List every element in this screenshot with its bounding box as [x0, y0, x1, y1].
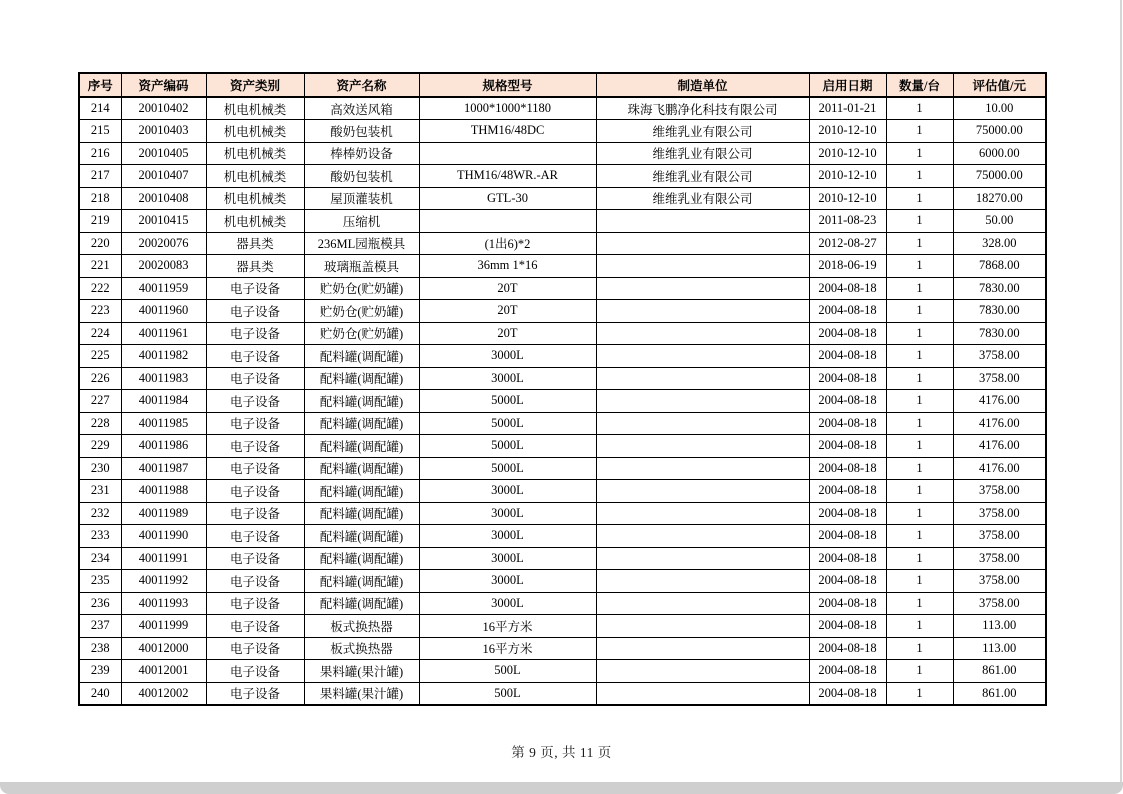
cell-manufacturer	[596, 412, 809, 435]
cell-quantity: 1	[886, 120, 953, 143]
cell-asset-code: 40011987	[121, 457, 206, 480]
cell-asset-name: 贮奶仓(贮奶罐)	[304, 300, 419, 323]
cell-manufacturer	[596, 345, 809, 368]
cell-start-date: 2011-08-23	[809, 210, 886, 233]
cell-asset-code: 40011959	[121, 277, 206, 300]
cell-asset-category: 机电机械类	[206, 120, 304, 143]
cell-quantity: 1	[886, 97, 953, 120]
cell-spec-model: 500L	[419, 682, 596, 705]
table-row	[79, 367, 1046, 390]
cell-assessed-value: 7830.00	[953, 277, 1046, 300]
cell-index: 223	[79, 300, 121, 323]
table-row	[79, 187, 1046, 210]
cell-asset-category: 电子设备	[206, 637, 304, 660]
cell-index: 221	[79, 255, 121, 278]
table-row	[79, 570, 1046, 593]
cell-manufacturer	[596, 637, 809, 660]
cell-assessed-value: 861.00	[953, 660, 1046, 683]
cell-assessed-value: 328.00	[953, 232, 1046, 255]
cell-asset-code: 40011999	[121, 615, 206, 638]
cell-manufacturer	[596, 390, 809, 413]
table-row	[79, 682, 1046, 705]
cell-spec-model: 20T	[419, 277, 596, 300]
cell-asset-code: 20010405	[121, 142, 206, 165]
cell-manufacturer	[596, 435, 809, 458]
cell-start-date: 2004-08-18	[809, 682, 886, 705]
table-row	[79, 525, 1046, 548]
cell-asset-category: 电子设备	[206, 300, 304, 323]
cell-index: 235	[79, 570, 121, 593]
table-header-row	[79, 73, 1046, 97]
cell-asset-code: 40011988	[121, 480, 206, 503]
cell-asset-name: 配料罐(调配罐)	[304, 480, 419, 503]
table-row	[79, 637, 1046, 660]
cell-quantity: 1	[886, 570, 953, 593]
col-header-spec-model: 规格型号	[419, 73, 596, 97]
cell-assessed-value: 3758.00	[953, 345, 1046, 368]
cell-index: 215	[79, 120, 121, 143]
table-row	[79, 165, 1046, 188]
cell-assessed-value: 18270.00	[953, 187, 1046, 210]
cell-asset-code: 40011960	[121, 300, 206, 323]
cell-index: 232	[79, 502, 121, 525]
cell-quantity: 1	[886, 367, 953, 390]
cell-asset-name: 配料罐(调配罐)	[304, 412, 419, 435]
cell-spec-model: 3000L	[419, 570, 596, 593]
cell-manufacturer	[596, 277, 809, 300]
cell-index: 225	[79, 345, 121, 368]
cell-asset-name: 酸奶包装机	[304, 120, 419, 143]
cell-asset-category: 机电机械类	[206, 142, 304, 165]
cell-manufacturer	[596, 255, 809, 278]
cell-manufacturer	[596, 547, 809, 570]
col-header-assessed-value: 评估值/元	[953, 73, 1046, 97]
cell-quantity: 1	[886, 345, 953, 368]
cell-asset-code: 40011990	[121, 525, 206, 548]
cell-quantity: 1	[886, 210, 953, 233]
cell-manufacturer	[596, 615, 809, 638]
table-header	[79, 73, 1046, 97]
cell-quantity: 1	[886, 390, 953, 413]
cell-assessed-value: 4176.00	[953, 457, 1046, 480]
cell-asset-category: 电子设备	[206, 615, 304, 638]
cell-assessed-value: 3758.00	[953, 592, 1046, 615]
cell-asset-code: 20010408	[121, 187, 206, 210]
cell-asset-category: 电子设备	[206, 502, 304, 525]
cell-spec-model: 3000L	[419, 367, 596, 390]
cell-spec-model: 20T	[419, 300, 596, 323]
cell-asset-category: 电子设备	[206, 480, 304, 503]
cell-start-date: 2018-06-19	[809, 255, 886, 278]
cell-assessed-value: 75000.00	[953, 165, 1046, 188]
cell-start-date: 2004-08-18	[809, 525, 886, 548]
cell-quantity: 1	[886, 592, 953, 615]
cell-quantity: 1	[886, 615, 953, 638]
cell-manufacturer	[596, 232, 809, 255]
table-row	[79, 255, 1046, 278]
cell-index: 222	[79, 277, 121, 300]
cell-spec-model: 3000L	[419, 592, 596, 615]
cell-asset-category: 电子设备	[206, 660, 304, 683]
cell-asset-code: 40011986	[121, 435, 206, 458]
cell-quantity: 1	[886, 165, 953, 188]
cell-index: 220	[79, 232, 121, 255]
cell-quantity: 1	[886, 187, 953, 210]
cell-quantity: 1	[886, 322, 953, 345]
cell-asset-name: 配料罐(调配罐)	[304, 525, 419, 548]
cell-quantity: 1	[886, 660, 953, 683]
cell-spec-model: 3000L	[419, 502, 596, 525]
cell-start-date: 2010-12-10	[809, 142, 886, 165]
table-row	[79, 480, 1046, 503]
cell-start-date: 2004-08-18	[809, 660, 886, 683]
cell-asset-name: 贮奶仓(贮奶罐)	[304, 277, 419, 300]
cell-index: 228	[79, 412, 121, 435]
cell-manufacturer	[596, 300, 809, 323]
cell-assessed-value: 7868.00	[953, 255, 1046, 278]
cell-asset-category: 电子设备	[206, 570, 304, 593]
cell-asset-name: 棒棒奶设备	[304, 142, 419, 165]
cell-quantity: 1	[886, 547, 953, 570]
cell-spec-model: 3000L	[419, 525, 596, 548]
table-body	[79, 97, 1046, 705]
cell-asset-name: 压缩机	[304, 210, 419, 233]
cell-assessed-value: 3758.00	[953, 547, 1046, 570]
cell-index: 238	[79, 637, 121, 660]
cell-manufacturer	[596, 502, 809, 525]
cell-index: 239	[79, 660, 121, 683]
cell-start-date: 2012-08-27	[809, 232, 886, 255]
cell-spec-model: 5000L	[419, 435, 596, 458]
cell-asset-code: 40011961	[121, 322, 206, 345]
table-row	[79, 412, 1046, 435]
cell-quantity: 1	[886, 232, 953, 255]
table-row	[79, 547, 1046, 570]
cell-index: 236	[79, 592, 121, 615]
cell-asset-name: 配料罐(调配罐)	[304, 592, 419, 615]
cell-start-date: 2004-08-18	[809, 412, 886, 435]
cell-spec-model: 500L	[419, 660, 596, 683]
cell-index: 229	[79, 435, 121, 458]
cell-asset-category: 机电机械类	[206, 187, 304, 210]
cell-asset-name: 贮奶仓(贮奶罐)	[304, 322, 419, 345]
cell-asset-name: 配料罐(调配罐)	[304, 367, 419, 390]
cell-start-date: 2004-08-18	[809, 367, 886, 390]
cell-asset-name: 玻璃瓶盖模具	[304, 255, 419, 278]
cell-manufacturer	[596, 592, 809, 615]
cell-index: 240	[79, 682, 121, 705]
cell-asset-code: 40011992	[121, 570, 206, 593]
cell-asset-category: 电子设备	[206, 547, 304, 570]
cell-quantity: 1	[886, 682, 953, 705]
cell-start-date: 2011-01-21	[809, 97, 886, 120]
cell-quantity: 1	[886, 255, 953, 278]
cell-asset-name: 配料罐(调配罐)	[304, 435, 419, 458]
cell-manufacturer	[596, 480, 809, 503]
cell-quantity: 1	[886, 637, 953, 660]
cell-asset-name: 果料罐(果汁罐)	[304, 660, 419, 683]
table-row	[79, 615, 1046, 638]
cell-assessed-value: 75000.00	[953, 120, 1046, 143]
cell-manufacturer: 珠海飞鹏净化科技有限公司	[596, 97, 809, 120]
cell-manufacturer: 维维乳业有限公司	[596, 120, 809, 143]
cell-assessed-value: 861.00	[953, 682, 1046, 705]
cell-start-date: 2004-08-18	[809, 277, 886, 300]
cell-manufacturer	[596, 682, 809, 705]
cell-assessed-value: 4176.00	[953, 390, 1046, 413]
cell-asset-category: 器具类	[206, 232, 304, 255]
cell-asset-category: 机电机械类	[206, 210, 304, 233]
cell-asset-code: 40011985	[121, 412, 206, 435]
cell-asset-code: 40011982	[121, 345, 206, 368]
cell-spec-model: 3000L	[419, 345, 596, 368]
cell-manufacturer	[596, 210, 809, 233]
page-bottom-edge-shadow	[0, 782, 1123, 794]
cell-index: 227	[79, 390, 121, 413]
cell-index: 219	[79, 210, 121, 233]
cell-index: 217	[79, 165, 121, 188]
cell-asset-name: 果料罐(果汁罐)	[304, 682, 419, 705]
cell-assessed-value: 7830.00	[953, 322, 1046, 345]
cell-asset-code: 40011991	[121, 547, 206, 570]
cell-spec-model: 3000L	[419, 480, 596, 503]
cell-spec-model: GTL-30	[419, 187, 596, 210]
cell-start-date: 2004-08-18	[809, 435, 886, 458]
cell-asset-category: 电子设备	[206, 457, 304, 480]
cell-spec-model: THM16/48WR.-AR	[419, 165, 596, 188]
cell-assessed-value: 3758.00	[953, 367, 1046, 390]
cell-assessed-value: 10.00	[953, 97, 1046, 120]
cell-asset-category: 电子设备	[206, 592, 304, 615]
cell-assessed-value: 6000.00	[953, 142, 1046, 165]
cell-asset-category: 电子设备	[206, 322, 304, 345]
cell-asset-name: 配料罐(调配罐)	[304, 457, 419, 480]
col-header-index: 序号	[79, 73, 121, 97]
cell-manufacturer	[596, 660, 809, 683]
table-row	[79, 390, 1046, 413]
cell-quantity: 1	[886, 525, 953, 548]
cell-quantity: 1	[886, 502, 953, 525]
cell-asset-category: 电子设备	[206, 682, 304, 705]
cell-manufacturer	[596, 367, 809, 390]
cell-quantity: 1	[886, 412, 953, 435]
cell-spec-model: 1000*1000*1180	[419, 97, 596, 120]
cell-assessed-value: 50.00	[953, 210, 1046, 233]
cell-asset-code: 40011993	[121, 592, 206, 615]
cell-assessed-value: 3758.00	[953, 480, 1046, 503]
cell-start-date: 2004-08-18	[809, 547, 886, 570]
asset-table	[78, 72, 1047, 706]
table-row	[79, 120, 1046, 143]
cell-asset-code: 20010402	[121, 97, 206, 120]
cell-asset-category: 电子设备	[206, 277, 304, 300]
table-row	[79, 322, 1046, 345]
col-header-asset-category: 资产类别	[206, 73, 304, 97]
cell-spec-model	[419, 142, 596, 165]
col-header-start-date: 启用日期	[809, 73, 886, 97]
cell-asset-name: 配料罐(调配罐)	[304, 345, 419, 368]
cell-asset-code: 20020076	[121, 232, 206, 255]
cell-assessed-value: 3758.00	[953, 502, 1046, 525]
cell-quantity: 1	[886, 457, 953, 480]
cell-asset-name: 配料罐(调配罐)	[304, 570, 419, 593]
cell-start-date: 2004-08-18	[809, 502, 886, 525]
cell-asset-category: 机电机械类	[206, 165, 304, 188]
cell-start-date: 2004-08-18	[809, 615, 886, 638]
cell-spec-model: 5000L	[419, 457, 596, 480]
cell-asset-name: 配料罐(调配罐)	[304, 547, 419, 570]
cell-start-date: 2010-12-10	[809, 120, 886, 143]
cell-start-date: 2004-08-18	[809, 480, 886, 503]
table-row	[79, 502, 1046, 525]
cell-index: 233	[79, 525, 121, 548]
table-row	[79, 142, 1046, 165]
cell-index: 234	[79, 547, 121, 570]
cell-manufacturer	[596, 525, 809, 548]
page-number: 第 9 页, 共 11 页	[511, 745, 612, 760]
table-row	[79, 457, 1046, 480]
table-row	[79, 300, 1046, 323]
cell-asset-name: 配料罐(调配罐)	[304, 502, 419, 525]
cell-quantity: 1	[886, 142, 953, 165]
cell-asset-code: 40011989	[121, 502, 206, 525]
table-row	[79, 210, 1046, 233]
cell-spec-model: 20T	[419, 322, 596, 345]
cell-spec-model: 5000L	[419, 412, 596, 435]
cell-asset-code: 40012000	[121, 637, 206, 660]
cell-start-date: 2010-12-10	[809, 165, 886, 188]
table-row	[79, 345, 1046, 368]
cell-assessed-value: 7830.00	[953, 300, 1046, 323]
cell-index: 216	[79, 142, 121, 165]
cell-asset-category: 电子设备	[206, 367, 304, 390]
cell-start-date: 2004-08-18	[809, 390, 886, 413]
cell-index: 226	[79, 367, 121, 390]
cell-start-date: 2004-08-18	[809, 322, 886, 345]
cell-assessed-value: 113.00	[953, 637, 1046, 660]
cell-spec-model: (1出6)*2	[419, 232, 596, 255]
cell-manufacturer	[596, 570, 809, 593]
table-row	[79, 277, 1046, 300]
cell-asset-name: 板式换热器	[304, 615, 419, 638]
cell-manufacturer: 维维乳业有限公司	[596, 187, 809, 210]
col-header-manufacturer: 制造单位	[596, 73, 809, 97]
cell-index: 230	[79, 457, 121, 480]
cell-spec-model: 36mm 1*16	[419, 255, 596, 278]
cell-asset-category: 电子设备	[206, 435, 304, 458]
cell-start-date: 2004-08-18	[809, 300, 886, 323]
cell-index: 218	[79, 187, 121, 210]
cell-asset-code: 20010403	[121, 120, 206, 143]
cell-asset-category: 电子设备	[206, 390, 304, 413]
cell-spec-model: 5000L	[419, 390, 596, 413]
col-header-asset-name: 资产名称	[304, 73, 419, 97]
cell-start-date: 2004-08-18	[809, 637, 886, 660]
cell-index: 231	[79, 480, 121, 503]
cell-spec-model: 16平方米	[419, 615, 596, 638]
cell-asset-category: 机电机械类	[206, 97, 304, 120]
cell-asset-code: 40012001	[121, 660, 206, 683]
cell-asset-category: 器具类	[206, 255, 304, 278]
cell-asset-code: 40012002	[121, 682, 206, 705]
cell-start-date: 2004-08-18	[809, 592, 886, 615]
cell-quantity: 1	[886, 435, 953, 458]
cell-asset-code: 20010407	[121, 165, 206, 188]
cell-assessed-value: 3758.00	[953, 570, 1046, 593]
cell-assessed-value: 113.00	[953, 615, 1046, 638]
cell-start-date: 2004-08-18	[809, 457, 886, 480]
cell-asset-name: 高效送风箱	[304, 97, 419, 120]
cell-asset-category: 电子设备	[206, 345, 304, 368]
cell-asset-name: 酸奶包装机	[304, 165, 419, 188]
cell-manufacturer: 维维乳业有限公司	[596, 165, 809, 188]
cell-quantity: 1	[886, 480, 953, 503]
cell-manufacturer	[596, 457, 809, 480]
cell-manufacturer	[596, 322, 809, 345]
table-row	[79, 592, 1046, 615]
cell-start-date: 2004-08-18	[809, 570, 886, 593]
cell-start-date: 2004-08-18	[809, 345, 886, 368]
cell-assessed-value: 4176.00	[953, 435, 1046, 458]
cell-manufacturer: 维维乳业有限公司	[596, 142, 809, 165]
table-row	[79, 232, 1046, 255]
cell-index: 224	[79, 322, 121, 345]
cell-spec-model: THM16/48DC	[419, 120, 596, 143]
cell-assessed-value: 3758.00	[953, 525, 1046, 548]
cell-asset-name: 屋顶灌装机	[304, 187, 419, 210]
cell-index: 214	[79, 97, 121, 120]
table-row	[79, 435, 1046, 458]
cell-asset-category: 电子设备	[206, 412, 304, 435]
table-row	[79, 97, 1046, 120]
cell-asset-code: 40011983	[121, 367, 206, 390]
cell-asset-code: 40011984	[121, 390, 206, 413]
cell-asset-category: 电子设备	[206, 525, 304, 548]
cell-asset-code: 20010415	[121, 210, 206, 233]
cell-spec-model	[419, 210, 596, 233]
cell-asset-name: 板式换热器	[304, 637, 419, 660]
cell-index: 237	[79, 615, 121, 638]
cell-start-date: 2010-12-10	[809, 187, 886, 210]
table-row	[79, 660, 1046, 683]
col-header-quantity: 数量/台	[886, 73, 953, 97]
cell-spec-model: 16平方米	[419, 637, 596, 660]
cell-assessed-value: 4176.00	[953, 412, 1046, 435]
cell-quantity: 1	[886, 277, 953, 300]
cell-asset-code: 20020083	[121, 255, 206, 278]
cell-spec-model: 3000L	[419, 547, 596, 570]
page-right-edge-shadow	[1120, 0, 1122, 786]
cell-asset-name: 配料罐(调配罐)	[304, 390, 419, 413]
cell-asset-name: 236ML园瓶模具	[304, 232, 419, 255]
cell-quantity: 1	[886, 300, 953, 323]
col-header-asset-code: 资产编码	[121, 73, 206, 97]
